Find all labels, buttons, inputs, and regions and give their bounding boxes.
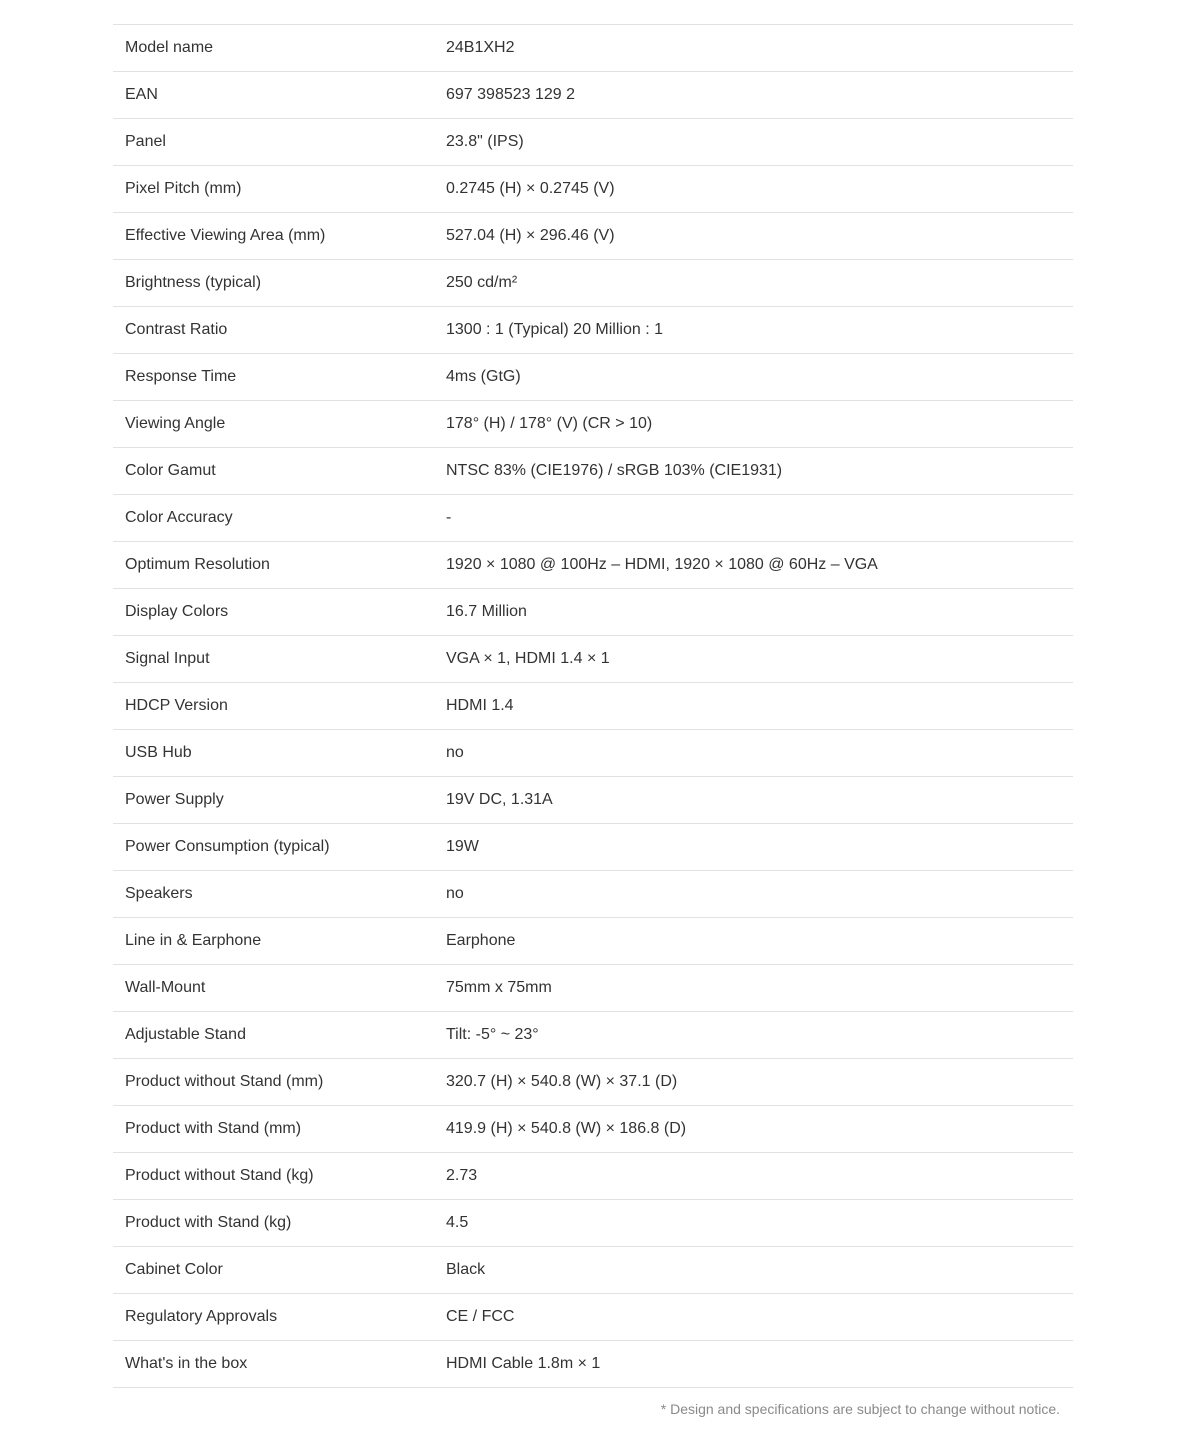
spec-row	[113, 542, 1073, 589]
spec-row	[113, 401, 1073, 448]
spec-row	[113, 260, 1073, 307]
spec-row	[113, 683, 1073, 730]
spec-row	[113, 25, 1073, 72]
spec-value: HDMI 1.4	[446, 683, 1073, 730]
spec-label: Contrast Ratio	[113, 307, 446, 354]
spec-value: 4ms (GtG)	[446, 354, 1073, 401]
spec-label: Regulatory Approvals	[113, 1294, 446, 1341]
spec-value: 4.5	[446, 1200, 1073, 1247]
spec-row	[113, 777, 1073, 824]
spec-row	[113, 1012, 1073, 1059]
spec-row	[113, 213, 1073, 260]
spec-value: 2.73	[446, 1153, 1073, 1200]
spec-row	[113, 354, 1073, 401]
spec-value: 1300 : 1 (Typical) 20 Million : 1	[446, 307, 1073, 354]
spec-row	[113, 589, 1073, 636]
spec-value: 23.8" (IPS)	[446, 119, 1073, 166]
spec-label: Adjustable Stand	[113, 1012, 446, 1059]
spec-value: 75mm x 75mm	[446, 965, 1073, 1012]
spec-label: Brightness (typical)	[113, 260, 446, 307]
spec-label: Product without Stand (mm)	[113, 1059, 446, 1106]
spec-row	[113, 1247, 1073, 1294]
spec-label: Product with Stand (kg)	[113, 1200, 446, 1247]
spec-row	[113, 495, 1073, 542]
spec-value: Tilt: -5° ~ 23°	[446, 1012, 1073, 1059]
spec-label: Panel	[113, 119, 446, 166]
spec-value: 19W	[446, 824, 1073, 871]
spec-label: Model name	[113, 25, 446, 72]
spec-value: no	[446, 730, 1073, 777]
spec-label: Product with Stand (mm)	[113, 1106, 446, 1153]
spec-label: Viewing Angle	[113, 401, 446, 448]
spec-value: 527.04 (H) × 296.46 (V)	[446, 213, 1073, 260]
spec-value: NTSC 83% (CIE1976) / sRGB 103% (CIE1931)	[446, 448, 1073, 495]
spec-label: Cabinet Color	[113, 1247, 446, 1294]
spec-label: Optimum Resolution	[113, 542, 446, 589]
spec-value: 419.9 (H) × 540.8 (W) × 186.8 (D)	[446, 1106, 1073, 1153]
spec-row	[113, 824, 1073, 871]
spec-value: 19V DC, 1.31A	[446, 777, 1073, 824]
spec-label: Color Gamut	[113, 448, 446, 495]
spec-row	[113, 1200, 1073, 1247]
spec-row	[113, 1294, 1073, 1341]
spec-value: 0.2745 (H) × 0.2745 (V)	[446, 166, 1073, 213]
spec-label: Response Time	[113, 354, 446, 401]
spec-label: Power Supply	[113, 777, 446, 824]
spec-value: CE / FCC	[446, 1294, 1073, 1341]
spec-row	[113, 636, 1073, 683]
spec-value: -	[446, 495, 1073, 542]
spec-label: Wall-Mount	[113, 965, 446, 1012]
spec-row	[113, 307, 1073, 354]
spec-label: Signal Input	[113, 636, 446, 683]
spec-label: HDCP Version	[113, 683, 446, 730]
spec-label: USB Hub	[113, 730, 446, 777]
spec-row	[113, 1341, 1073, 1388]
spec-value: Black	[446, 1247, 1073, 1294]
spec-row	[113, 72, 1073, 119]
spec-value: HDMI Cable 1.8m × 1	[446, 1341, 1073, 1388]
spec-value: 250 cd/m²	[446, 260, 1073, 307]
spec-row	[113, 448, 1073, 495]
spec-label: EAN	[113, 72, 446, 119]
spec-row	[113, 871, 1073, 918]
spec-label: What's in the box	[113, 1341, 446, 1388]
spec-label: Product without Stand (kg)	[113, 1153, 446, 1200]
spec-label: Speakers	[113, 871, 446, 918]
spec-row	[113, 1106, 1073, 1153]
spec-label: Power Consumption (typical)	[113, 824, 446, 871]
spec-row	[113, 730, 1073, 777]
spec-row	[113, 918, 1073, 965]
spec-label: Pixel Pitch (mm)	[113, 166, 446, 213]
spec-value: 697 398523 129 2	[446, 72, 1073, 119]
spec-table-body	[113, 25, 1073, 1388]
spec-value: VGA × 1, HDMI 1.4 × 1	[446, 636, 1073, 683]
spec-label: Effective Viewing Area (mm)	[113, 213, 446, 260]
spec-label: Color Accuracy	[113, 495, 446, 542]
spec-value: 320.7 (H) × 540.8 (W) × 37.1 (D)	[446, 1059, 1073, 1106]
spec-value: 24B1XH2	[446, 25, 1073, 72]
spec-row	[113, 119, 1073, 166]
disclaimer-note: * Design and specifications are subject to change without notice.	[660, 1401, 1060, 1417]
spec-row	[113, 1059, 1073, 1106]
spec-row	[113, 965, 1073, 1012]
spec-value: no	[446, 871, 1073, 918]
spec-row	[113, 166, 1073, 213]
spec-value: 1920 × 1080 @ 100Hz – HDMI, 1920 × 1080 @ 60Hz – VGA	[446, 542, 1073, 589]
spec-label: Display Colors	[113, 589, 446, 636]
spec-value: Earphone	[446, 918, 1073, 965]
spec-value: 16.7 Million	[446, 589, 1073, 636]
spec-table	[113, 24, 1073, 1388]
spec-row	[113, 1153, 1073, 1200]
spec-label: Line in & Earphone	[113, 918, 446, 965]
spec-value: 178° (H) / 178° (V) (CR > 10)	[446, 401, 1073, 448]
